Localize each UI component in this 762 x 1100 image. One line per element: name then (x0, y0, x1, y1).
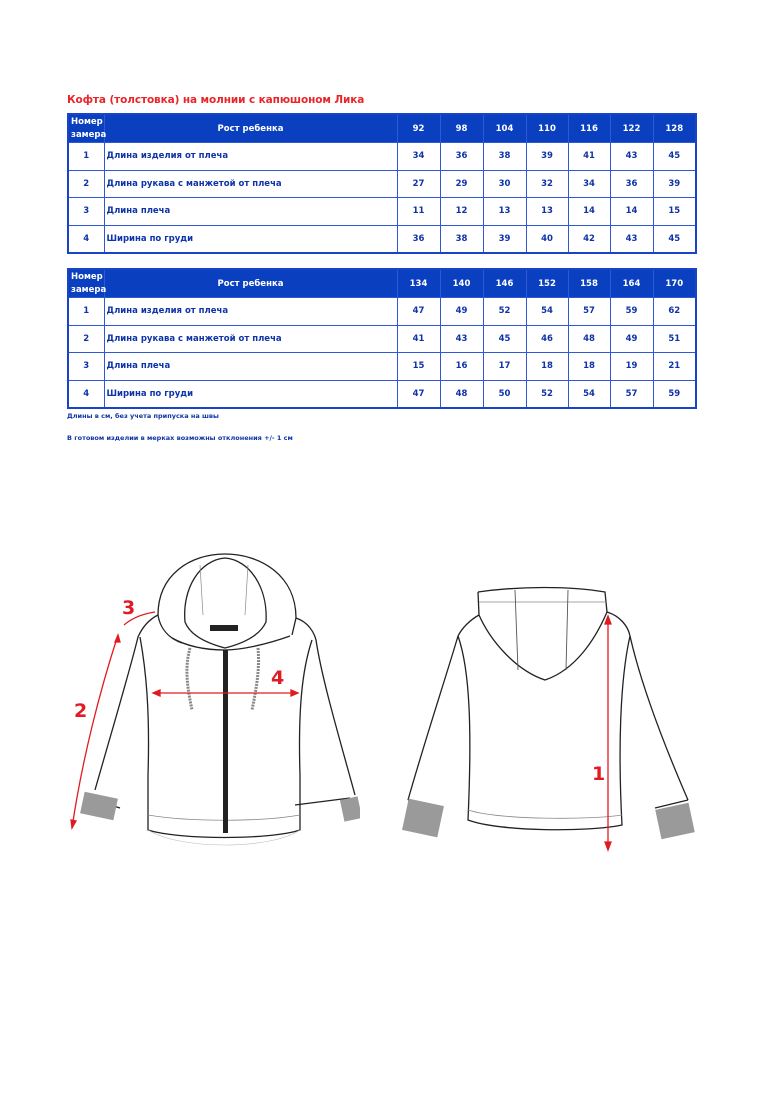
measure-value: 48 (440, 380, 483, 408)
hoodie-back-illustration (400, 570, 710, 860)
measure-value: 54 (526, 298, 568, 326)
right-cuff (340, 796, 360, 821)
size-header: 140 (440, 269, 483, 298)
measure-value: 11 (397, 198, 440, 226)
table-header-row (68, 114, 696, 143)
measure-value: 38 (483, 143, 526, 171)
size-header: 122 (610, 114, 653, 143)
size-header: 104 (483, 114, 526, 143)
measure-value: 18 (568, 353, 610, 381)
measure-value: 47 (397, 298, 440, 326)
measure-value: 36 (610, 170, 653, 198)
size-table-2 (67, 268, 697, 409)
measure-value: 43 (610, 143, 653, 171)
measure-value: 51 (653, 325, 696, 353)
measure-number: 1 (68, 298, 104, 326)
measure-value: 59 (610, 298, 653, 326)
measure-value: 45 (653, 143, 696, 171)
measure-value: 12 (440, 198, 483, 226)
measure-value: 43 (440, 325, 483, 353)
drawstring-left (187, 648, 192, 710)
size-table-1 (67, 113, 697, 254)
measure-value: 14 (610, 198, 653, 226)
measure-marker-3: 3 (122, 597, 136, 619)
measure-value: 45 (483, 325, 526, 353)
measure-value: 15 (397, 353, 440, 381)
table-row (68, 198, 696, 226)
size-header: 134 (397, 269, 440, 298)
hoodie-back-outline (408, 588, 688, 830)
measure-value: 13 (483, 198, 526, 226)
measure-value: 43 (610, 225, 653, 253)
measure-value: 39 (526, 143, 568, 171)
size-header: 152 (526, 269, 568, 298)
size-header: 146 (483, 269, 526, 298)
left-cuff (402, 799, 444, 838)
measure-value: 47 (397, 380, 440, 408)
document-title: Кофта (толстовка) на молнии с капюшоном Лика (67, 94, 365, 106)
table-row (68, 225, 696, 253)
measure-value: 45 (653, 225, 696, 253)
measure-number: 4 (68, 225, 104, 253)
size-header: 110 (526, 114, 568, 143)
table-row (68, 298, 696, 326)
measure-label: Длина рукава с манжетой от плеча (104, 325, 397, 353)
measure-number: 3 (68, 353, 104, 381)
measure-number: 4 (68, 380, 104, 408)
measure-value: 49 (610, 325, 653, 353)
measure-value: 39 (653, 170, 696, 198)
left-cuff (80, 792, 118, 821)
measure-value: 34 (568, 170, 610, 198)
measure-value: 34 (397, 143, 440, 171)
table-row (68, 353, 696, 381)
measure-label: Длина плеча (104, 353, 397, 381)
measure-value: 57 (610, 380, 653, 408)
measure-number: 3 (68, 198, 104, 226)
measure-label: Ширина по груди (104, 225, 397, 253)
measure-value: 30 (483, 170, 526, 198)
size-header: 158 (568, 269, 610, 298)
measure-value: 32 (526, 170, 568, 198)
measure-value: 52 (526, 380, 568, 408)
measure-number-header: Номер замера (68, 269, 104, 298)
measure-value: 27 (397, 170, 440, 198)
measure-value: 16 (440, 353, 483, 381)
measure-value: 42 (568, 225, 610, 253)
measure-number: 1 (68, 143, 104, 171)
note-units: Длины в см, без учета припуска на швы (67, 412, 219, 420)
measure-value: 36 (440, 143, 483, 171)
drawstring-right (252, 648, 259, 710)
measure-value: 49 (440, 298, 483, 326)
measure-marker-2: 2 (74, 700, 88, 722)
measure-value: 38 (440, 225, 483, 253)
table-row (68, 143, 696, 171)
measurement-lines (605, 616, 611, 850)
measure-value: 15 (653, 198, 696, 226)
size-header: 170 (653, 269, 696, 298)
measure-marker-1: 1 (592, 763, 606, 785)
measure-number-header: Номер замера (68, 114, 104, 143)
measure-value: 40 (526, 225, 568, 253)
table-row (68, 380, 696, 408)
right-cuff (655, 803, 694, 839)
brand-label (210, 625, 238, 631)
measure-value: 50 (483, 380, 526, 408)
note-tolerance: В готовом изделии в мерках возможны отклонения +/- 1 см (67, 434, 293, 442)
measure-value: 36 (397, 225, 440, 253)
measure-label: Длина изделия от плеча (104, 298, 397, 326)
hoodie-front-illustration (60, 540, 360, 860)
measure-value: 14 (568, 198, 610, 226)
table-row (68, 325, 696, 353)
size-header: 116 (568, 114, 610, 143)
child-height-header: Рост ребенка (104, 114, 397, 143)
measure-value: 62 (653, 298, 696, 326)
table-row (68, 170, 696, 198)
measure-value: 19 (610, 353, 653, 381)
measure-value: 41 (397, 325, 440, 353)
size-header: 98 (440, 114, 483, 143)
measure-value: 57 (568, 298, 610, 326)
measure-value: 52 (483, 298, 526, 326)
measure-value: 39 (483, 225, 526, 253)
measure-value: 21 (653, 353, 696, 381)
measure-number: 2 (68, 325, 104, 353)
size-header: 128 (653, 114, 696, 143)
measure-label: Длина плеча (104, 198, 397, 226)
child-height-header: Рост ребенка (104, 269, 397, 298)
measure-value: 17 (483, 353, 526, 381)
measure-number: 2 (68, 170, 104, 198)
measure-marker-4: 4 (271, 667, 285, 689)
size-header: 164 (610, 269, 653, 298)
measure-value: 46 (526, 325, 568, 353)
measure-label: Длина изделия от плеча (104, 143, 397, 171)
measure-value: 18 (526, 353, 568, 381)
table-header-row (68, 269, 696, 298)
measure-label: Длина рукава с манжетой от плеча (104, 170, 397, 198)
measure-label: Ширина по груди (104, 380, 397, 408)
measure-value: 29 (440, 170, 483, 198)
size-header: 92 (397, 114, 440, 143)
measure-value: 54 (568, 380, 610, 408)
measure-value: 59 (653, 380, 696, 408)
zipper (223, 650, 228, 833)
measure-value: 13 (526, 198, 568, 226)
measure-value: 48 (568, 325, 610, 353)
measure-value: 41 (568, 143, 610, 171)
